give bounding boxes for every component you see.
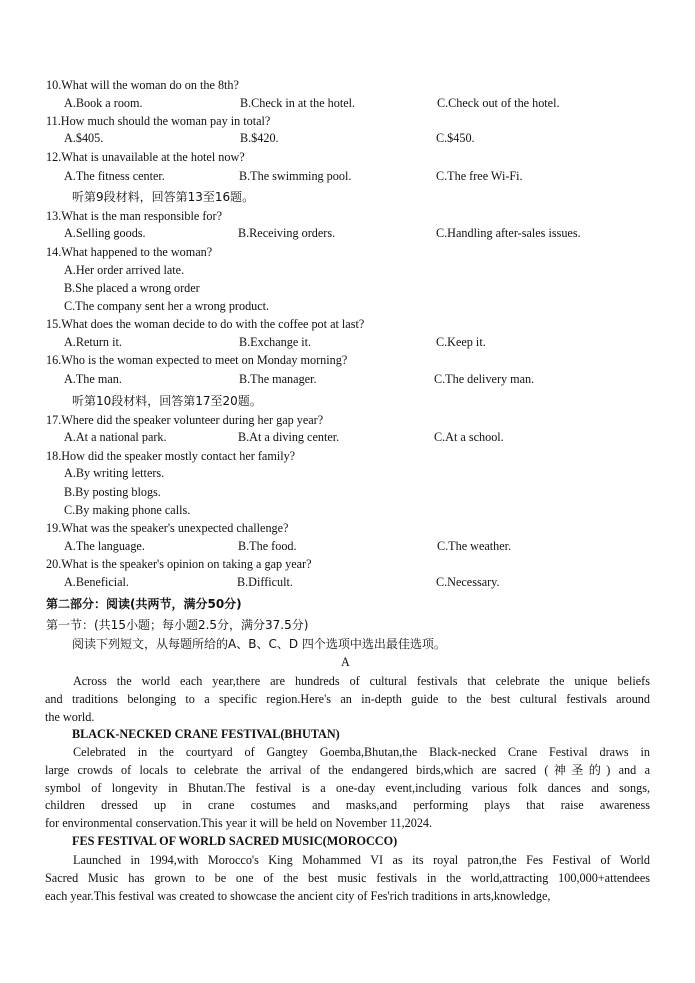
option-a: A.Her order arrived late.: [64, 263, 185, 277]
question-stem: 14.What happened to the woman?: [46, 245, 213, 259]
question-stem: 11.How much should the woman pay in total?: [46, 114, 271, 128]
paragraph-line: symbol of longevity in Bhutan.The festival is a one-day event,including various folk dances and songs,: [45, 780, 650, 795]
option-b: B.Receiving orders.: [238, 226, 336, 240]
question-stem: 15.What does the woman decide to do with the coffee pot at last?: [46, 317, 365, 331]
paragraph-line: large crowds of locals to celebrate the arrival of the endangered birds,which are sacred (神圣的) and a: [45, 762, 650, 777]
festival-paragraph: [45, 852, 650, 905]
question-stem: 18.How did the speaker mostly contact her family?: [46, 449, 296, 463]
section-note: 听第10段材料，回答第17至20题。: [72, 394, 262, 408]
paragraph-line: children dressed up in crane costumes and masks,and performing plays that raise awareness: [45, 798, 650, 813]
option-a: A.$405.: [64, 131, 104, 145]
option-a: A.Return it.: [64, 335, 122, 349]
option-a: A.The man.: [64, 372, 122, 386]
paragraph-line: for environmental conservation.This year it will be held on November 11,2024.: [45, 816, 433, 831]
question-stem: 13.What is the man responsible for?: [46, 209, 222, 223]
paragraph-line: each year.This festival was created to showcase the ancient city of Fes'rich traditions in arts,knowledge,: [45, 888, 551, 903]
paragraph-line: Launched in 1994,with Morocco's King Mohammed VI as its royal patron,the Fes Festival of World: [73, 853, 650, 867]
option-b: B.Exchange it.: [239, 335, 312, 349]
paragraph-line: Celebrated in the courtyard of Gangtey Goemba,Bhutan,the Black-necked Crane Festival draws in: [73, 745, 650, 759]
question-stem: 16.Who is the woman expected to meet on Monday morning?: [46, 353, 348, 367]
option-a: A.By writing letters.: [64, 466, 165, 480]
option-c: C.The delivery man.: [434, 372, 535, 386]
festival-paragraph: [45, 744, 650, 833]
option-a: A.Book a room.: [64, 96, 143, 110]
option-b: B.Difficult.: [237, 575, 293, 589]
option-c: C.Necessary.: [436, 575, 500, 589]
question-stem: 17.Where did the speaker volunteer during her gap year?: [46, 413, 324, 427]
option-a: A.Beneficial.: [64, 575, 129, 589]
passage-letter: A: [341, 655, 350, 669]
intro-paragraph: [45, 673, 650, 726]
option-c: C.Keep it.: [436, 335, 486, 349]
section-note: 听第9段材料，回答第13至16题。: [72, 190, 255, 204]
option-b: B.Check in at the hotel.: [240, 96, 356, 110]
instruction-text: 阅读下列短文，从每题所给的A、B、C、D 四个选项中选出最佳选项。: [72, 637, 446, 651]
option-c: C.At a school.: [434, 430, 504, 444]
option-c: C.The company sent her a wrong product.: [64, 299, 270, 313]
section-heading: 第一节：(共15小题；每小题2.5分，满分37.5分): [46, 618, 309, 632]
paragraph-line: and traditions belonging to a specific region.Here's an in-depth guide to the best cultural festivals around: [45, 691, 650, 706]
option-b: B.She placed a wrong order: [64, 281, 200, 295]
option-b: B.The food.: [238, 539, 297, 553]
option-b: B.$420.: [240, 131, 279, 145]
option-c: C.The free Wi-Fi.: [436, 169, 523, 183]
option-b: B.At a diving center.: [238, 430, 340, 444]
option-b: B.By posting blogs.: [64, 485, 161, 499]
question-stem: 12.What is unavailable at the hotel now?: [46, 150, 245, 164]
option-c: C.By making phone calls.: [64, 503, 191, 517]
option-c: C.$450.: [436, 131, 475, 145]
question-stem: 20.What is the speaker's opinion on taking a gap year?: [46, 557, 312, 571]
option-a: A.Selling goods.: [64, 226, 146, 240]
question-stem: 19.What was the speaker's unexpected challenge?: [46, 521, 289, 535]
option-c: C.Handling after-sales issues.: [436, 226, 581, 240]
paragraph-line: Across the world each year,there are hundreds of cultural festivals that celebrate the unique beliefs: [73, 674, 650, 688]
option-a: A.The fitness center.: [64, 169, 165, 183]
option-c: C.Check out of the hotel.: [437, 96, 560, 110]
festival-title: BLACK-NECKED CRANE FESTIVAL(BHUTAN): [72, 727, 340, 741]
paragraph-line: the world.: [45, 709, 95, 724]
option-a: A.The language.: [64, 539, 145, 553]
option-c: C.The weather.: [437, 539, 512, 553]
option-b: B.The manager.: [239, 372, 317, 386]
option-a: A.At a national park.: [64, 430, 167, 444]
paragraph-line: Sacred Music has grown to be one of the best music festivals in the world,attracting 100,000+attendees: [45, 870, 650, 885]
part-heading: 第二部分：阅读(共两节，满分50分): [46, 597, 242, 611]
question-stem: 10.What will the woman do on the 8th?: [46, 78, 239, 92]
option-b: B.The swimming pool.: [239, 169, 352, 183]
festival-title: FES FESTIVAL OF WORLD SACRED MUSIC(MOROCCO): [72, 834, 398, 848]
